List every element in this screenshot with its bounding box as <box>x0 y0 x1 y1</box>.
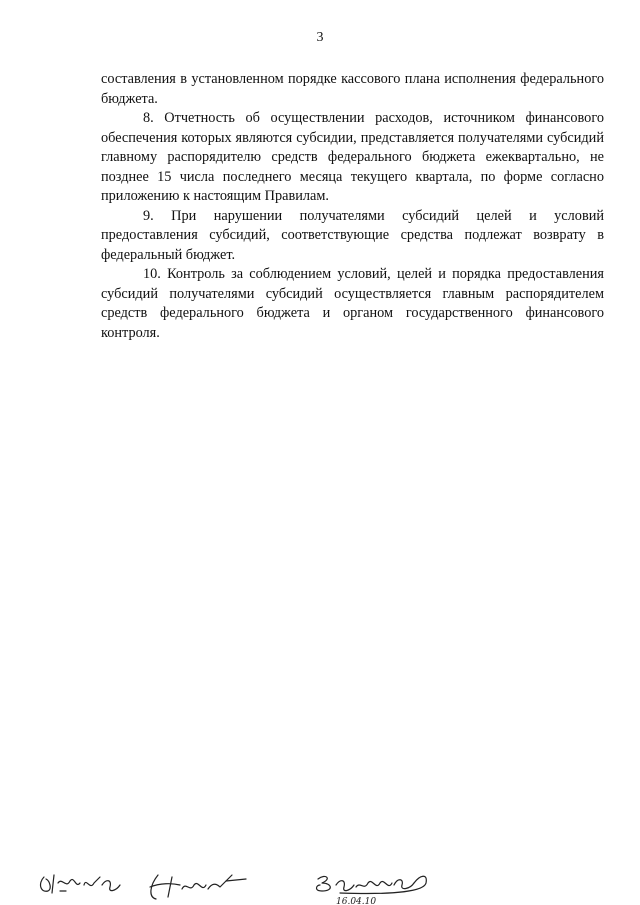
signatures-block <box>0 855 640 905</box>
signature-3 <box>317 876 427 893</box>
paragraph-9: 9. При нарушении получателями субсидий целей и условий предоставления субсидий, соответствующие средства подлежат возврату в федеральный бюджет. <box>101 207 604 263</box>
page-number: 3 <box>316 30 324 45</box>
signature-2 <box>150 875 246 899</box>
signatures-image <box>0 855 640 905</box>
document-body <box>101 70 604 343</box>
signature-date-note: 16.04.10 <box>336 897 377 905</box>
paragraph-10: 10. Контроль за соблюдением условий, целей и порядка предоставления субсидий получателями субсидий осуществляется главным распорядителем средств федерального бюджета и органом государственного финансового контроля. <box>101 266 604 341</box>
paragraph-continuation: составления в установленном порядке кассового плана исполнения федерального бюджета. <box>101 71 604 107</box>
signature-1 <box>41 875 120 893</box>
paragraph-8: 8. Отчетность об осуществлении расходов, источником финансового обеспечения которых являются субсидии, представляется получателями субсидий главному распорядителю средств федерального бюджета ежеквартально, не позднее 15 числа последнего месяца текущего квартала, по форме согласно приложению к настоящим Правилам. <box>101 110 604 204</box>
